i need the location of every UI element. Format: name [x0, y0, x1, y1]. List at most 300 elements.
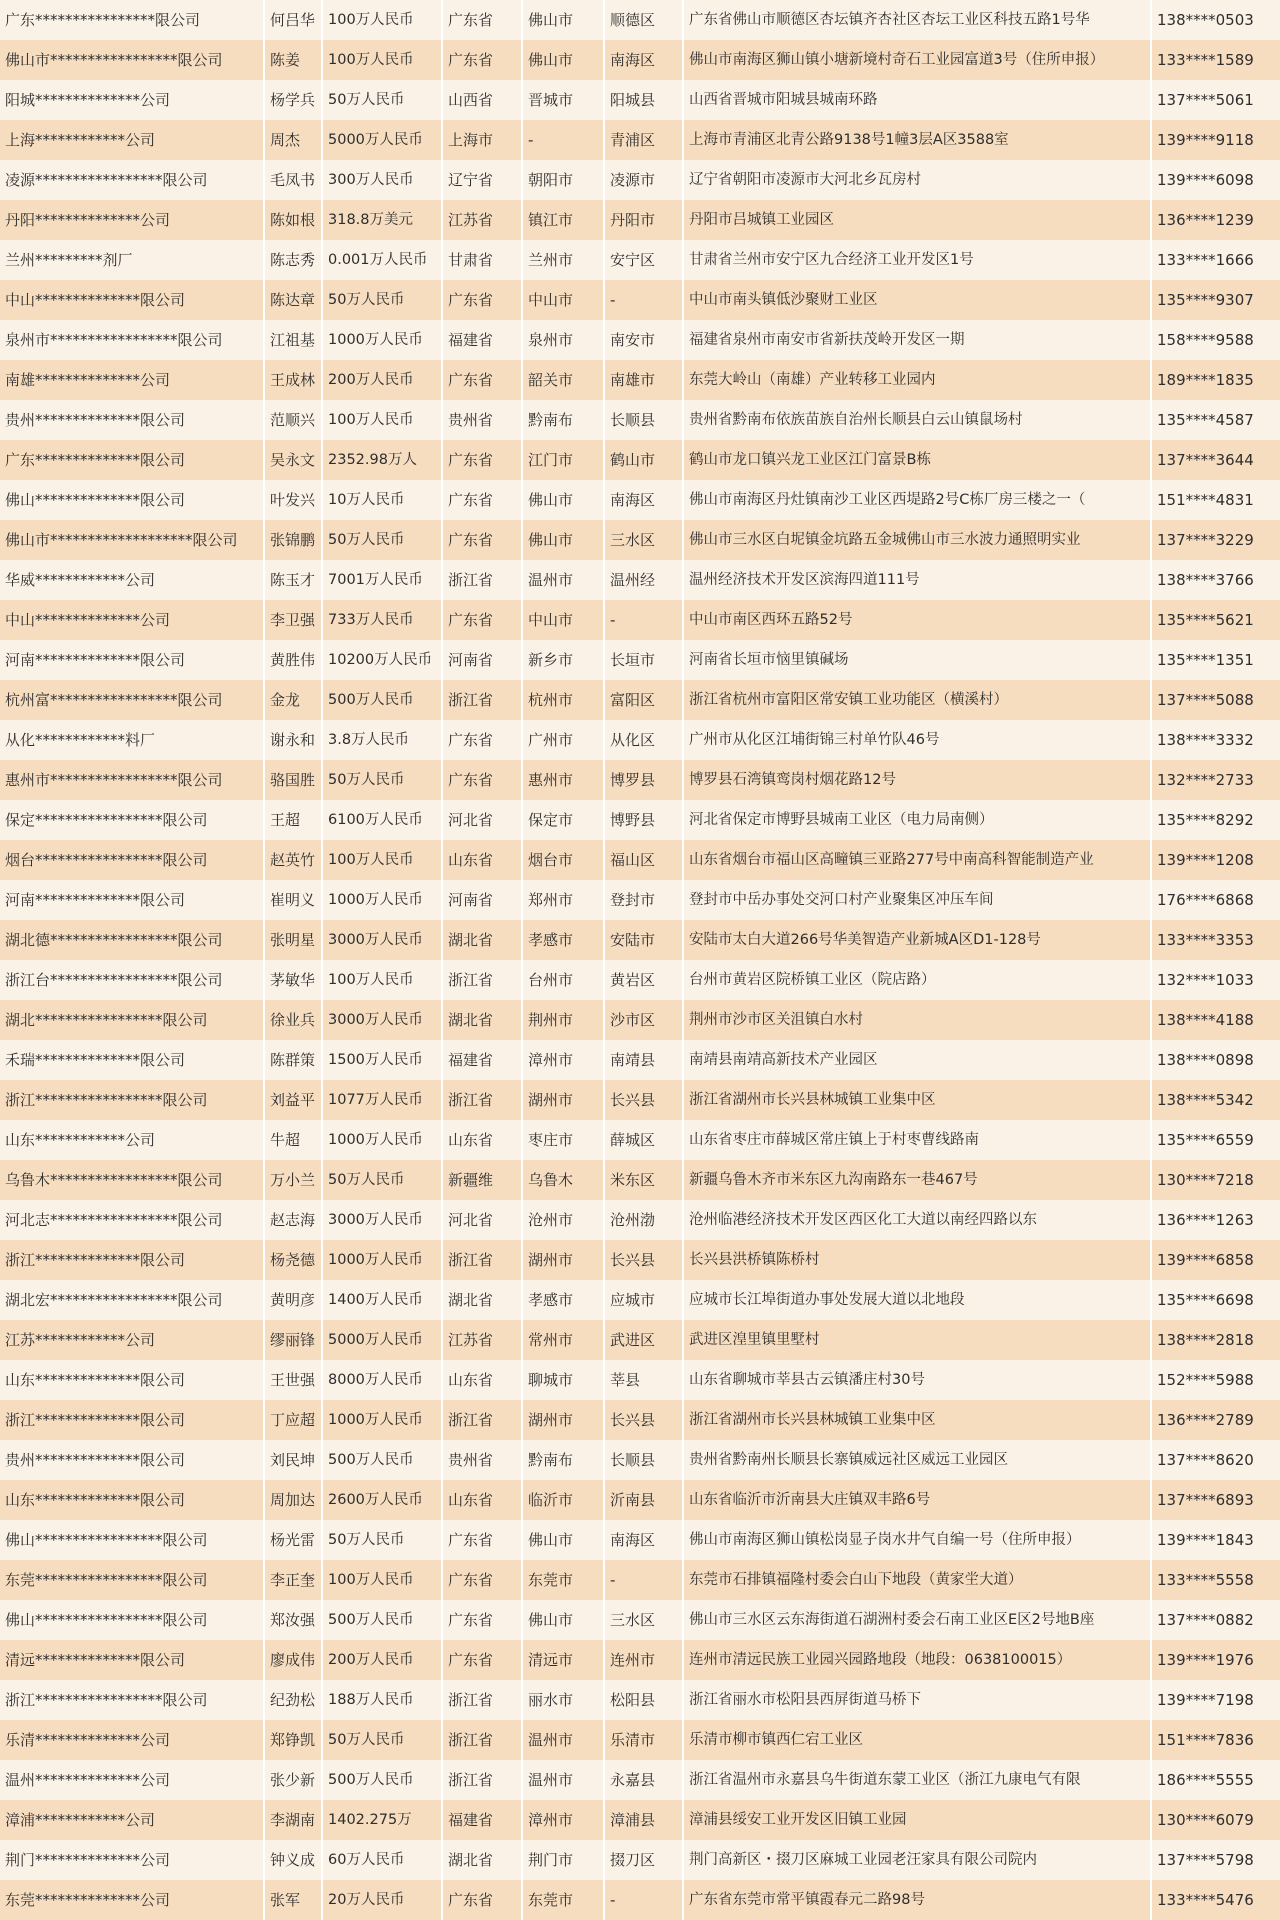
- phone-cell: 136****1239: [1157, 211, 1254, 229]
- address-cell: 鹤山市龙口镇兴龙工业区江门富景B栋: [684, 440, 1152, 480]
- city-cell: 温州市: [523, 1760, 605, 1800]
- registered-capital-cell: 50万人民币: [323, 1520, 443, 1560]
- district-cell: 安陆市: [605, 920, 684, 960]
- city-cell: 杭州市: [523, 680, 605, 720]
- city-cell: 保定市: [523, 800, 605, 840]
- contact-name-cell: 陈姜: [265, 40, 323, 80]
- contact-name-cell: 崔明义: [265, 880, 323, 920]
- table-row: [0, 1440, 1280, 1480]
- contact-name-cell: 牛超: [265, 1120, 323, 1160]
- province-cell: 广东省: [443, 1640, 523, 1680]
- city-cell: 佛山市: [523, 1520, 605, 1560]
- province-cell: 广东省: [443, 1880, 523, 1920]
- district-cell: 长兴县: [605, 1400, 684, 1440]
- province-cell: 福建省: [443, 1800, 523, 1840]
- district-cell: 长垣市: [605, 640, 684, 680]
- contact-name-cell: 毛凤书: [265, 160, 323, 200]
- province-cell: 河北省: [443, 800, 523, 840]
- district-cell: 南海区: [605, 480, 684, 520]
- company-name-cell: 兰州*********剂厂: [0, 240, 265, 280]
- company-name-cell: 河南**************限公司: [0, 640, 265, 680]
- registered-capital-cell: 6100万人民币: [323, 800, 443, 840]
- phone-cell: 130****6079: [1157, 1811, 1254, 1829]
- district-cell: 莘县: [605, 1360, 684, 1400]
- table-row: [0, 1760, 1280, 1800]
- address-cell: 浙江省湖州市长兴县林城镇工业集中区: [684, 1400, 1152, 1440]
- district-cell: 阳城县: [605, 80, 684, 120]
- registered-capital-cell: 200万人民币: [323, 1640, 443, 1680]
- company-name-cell: 佛山**************限公司: [0, 480, 265, 520]
- province-cell: 广东省: [443, 520, 523, 560]
- district-cell: 长兴县: [605, 1240, 684, 1280]
- phone-cell: 186****5555: [1157, 1771, 1254, 1789]
- address-cell: 贵州省黔南布依族苗族自治州长顺县白云山镇鼠场村: [684, 400, 1152, 440]
- city-cell: 黔南布: [523, 400, 605, 440]
- phone-cell: 152****5988: [1157, 1371, 1254, 1389]
- province-cell: 山西省: [443, 80, 523, 120]
- table-row: [0, 240, 1280, 280]
- company-name-cell: 杭州富*****************限公司: [0, 680, 265, 720]
- district-cell: 从化区: [605, 720, 684, 760]
- phone-cell: 151****7836: [1157, 1731, 1254, 1749]
- district-cell: 温州经: [605, 560, 684, 600]
- company-name-cell: 河北志*****************限公司: [0, 1200, 265, 1240]
- registered-capital-cell: 100万人民币: [323, 1560, 443, 1600]
- phone-cell: 137****5088: [1157, 691, 1254, 709]
- contact-name-cell: 何吕华: [265, 0, 323, 40]
- province-cell: 江苏省: [443, 1320, 523, 1360]
- phone-cell: 137****5798: [1157, 1851, 1254, 1869]
- district-cell: 凌源市: [605, 160, 684, 200]
- address-cell: 荆门高新区・掇刀区麻城工业园老汪家具有限公司院内: [684, 1840, 1152, 1880]
- city-cell: 乌鲁木: [523, 1160, 605, 1200]
- province-cell: 新疆维: [443, 1160, 523, 1200]
- city-cell: 温州市: [523, 1720, 605, 1760]
- city-cell: 佛山市: [523, 1600, 605, 1640]
- contact-name-cell: 江祖基: [265, 320, 323, 360]
- registered-capital-cell: 0.001万人民币: [323, 240, 443, 280]
- district-cell: 南海区: [605, 40, 684, 80]
- company-name-cell: 山东**************限公司: [0, 1360, 265, 1400]
- province-cell: 广东省: [443, 440, 523, 480]
- table-row: [0, 1880, 1280, 1920]
- phone-cell: 135****9307: [1157, 291, 1254, 309]
- phone-cell: 137****0882: [1157, 1611, 1254, 1629]
- address-cell: 东莞大岭山（南雄）产业转移工业园内: [684, 360, 1152, 400]
- company-name-cell: 佛山市*****************限公司: [0, 40, 265, 80]
- province-cell: 广东省: [443, 360, 523, 400]
- district-cell: 掇刀区: [605, 1840, 684, 1880]
- city-cell: 东莞市: [523, 1560, 605, 1600]
- company-name-cell: 上海************公司: [0, 120, 265, 160]
- province-cell: 河南省: [443, 640, 523, 680]
- table-row: [0, 880, 1280, 920]
- registered-capital-cell: 1402.275万: [323, 1800, 443, 1840]
- registered-capital-cell: 3000万人民币: [323, 1000, 443, 1040]
- company-name-cell: 广东****************限公司: [0, 0, 265, 40]
- phone-cell: 135****6559: [1157, 1131, 1254, 1149]
- district-cell: 登封市: [605, 880, 684, 920]
- table-row: [0, 800, 1280, 840]
- province-cell: 广东省: [443, 0, 523, 40]
- city-cell: 漳州市: [523, 1040, 605, 1080]
- province-cell: 湖北省: [443, 1840, 523, 1880]
- company-name-cell: 荆门**************公司: [0, 1840, 265, 1880]
- contact-name-cell: 李湖南: [265, 1800, 323, 1840]
- phone-cell: 151****4831: [1157, 491, 1254, 509]
- phone-cell: 137****3644: [1157, 451, 1254, 469]
- province-cell: 广东省: [443, 1560, 523, 1600]
- table-row: [0, 1600, 1280, 1640]
- city-cell: 沧州市: [523, 1200, 605, 1240]
- district-cell: 富阳区: [605, 680, 684, 720]
- company-name-cell: 中山**************公司: [0, 600, 265, 640]
- address-cell: 佛山市南海区狮山镇松岗显子岗水井气自编一号（住所申报）: [684, 1520, 1152, 1560]
- contact-name-cell: 郑铮凯: [265, 1720, 323, 1760]
- city-cell: 佛山市: [523, 480, 605, 520]
- address-cell: 河南省长垣市恼里镇碱场: [684, 640, 1152, 680]
- contact-name-cell: 陈玉才: [265, 560, 323, 600]
- table-row: [0, 440, 1280, 480]
- district-cell: 沂南县: [605, 1480, 684, 1520]
- province-cell: 甘肃省: [443, 240, 523, 280]
- phone-cell: 135****6698: [1157, 1291, 1254, 1309]
- company-name-cell: 湖北宏*****************限公司: [0, 1280, 265, 1320]
- phone-cell: 135****8292: [1157, 811, 1254, 829]
- table-row: [0, 360, 1280, 400]
- phone-cell: 137****5061: [1157, 91, 1254, 109]
- table-row: [0, 600, 1280, 640]
- table-row: [0, 200, 1280, 240]
- province-cell: 山东省: [443, 840, 523, 880]
- company-name-cell: 乌鲁木*****************限公司: [0, 1160, 265, 1200]
- address-cell: 安陆市太白大道266号华美智造产业新城A区D1-128号: [684, 920, 1152, 960]
- contact-name-cell: 纪劲松: [265, 1680, 323, 1720]
- district-cell: -: [605, 280, 684, 320]
- registered-capital-cell: 7001万人民币: [323, 560, 443, 600]
- company-name-cell: 凌源*****************限公司: [0, 160, 265, 200]
- contact-name-cell: 廖成伟: [265, 1640, 323, 1680]
- city-cell: 常州市: [523, 1320, 605, 1360]
- province-cell: 广东省: [443, 40, 523, 80]
- registered-capital-cell: 50万人民币: [323, 520, 443, 560]
- address-cell: 漳浦县绥安工业开发区旧镇工业园: [684, 1800, 1152, 1840]
- company-name-cell: 温州**************公司: [0, 1760, 265, 1800]
- district-cell: 三水区: [605, 1600, 684, 1640]
- registered-capital-cell: 1000万人民币: [323, 320, 443, 360]
- province-cell: 广东省: [443, 600, 523, 640]
- phone-cell: 139****6858: [1157, 1251, 1254, 1269]
- contact-name-cell: 徐业兵: [265, 1000, 323, 1040]
- district-cell: 薛城区: [605, 1120, 684, 1160]
- company-name-cell: 贵州**************限公司: [0, 400, 265, 440]
- address-cell: 浙江省温州市永嘉县乌牛街道东蒙工业区（浙江九康电气有限: [684, 1760, 1152, 1800]
- province-cell: 河北省: [443, 1200, 523, 1240]
- company-name-cell: 江苏************公司: [0, 1320, 265, 1360]
- province-cell: 浙江省: [443, 680, 523, 720]
- table-row: [0, 40, 1280, 80]
- address-cell: 佛山市南海区狮山镇小塘新境村奇石工业园富道3号（住所申报）: [684, 40, 1152, 80]
- address-cell: 东莞市石排镇福隆村委会白山下地段（黄家坣大道）: [684, 1560, 1152, 1600]
- district-cell: 南靖县: [605, 1040, 684, 1080]
- contact-name-cell: 黄明彦: [265, 1280, 323, 1320]
- province-cell: 江苏省: [443, 200, 523, 240]
- contact-name-cell: 杨学兵: [265, 80, 323, 120]
- city-cell: 晋城市: [523, 80, 605, 120]
- table-row: [0, 560, 1280, 600]
- phone-cell: 176****6868: [1157, 891, 1254, 909]
- phone-cell: 136****1263: [1157, 1211, 1254, 1229]
- table-row: [0, 520, 1280, 560]
- company-name-cell: 乐清**************公司: [0, 1720, 265, 1760]
- address-cell: 登封市中岳办事处交河口村产业聚集区冲压车间: [684, 880, 1152, 920]
- contact-name-cell: 杨光雷: [265, 1520, 323, 1560]
- phone-cell: 135****4587: [1157, 411, 1254, 429]
- district-cell: 乐清市: [605, 1720, 684, 1760]
- address-cell: 贵州省黔南州长顺县长寨镇威远社区威远工业园区: [684, 1440, 1152, 1480]
- city-cell: 佛山市: [523, 40, 605, 80]
- address-cell: 长兴县洪桥镇陈桥村: [684, 1240, 1152, 1280]
- company-name-cell: 从化************料厂: [0, 720, 265, 760]
- address-cell: 广州市从化区江埔街锦三村单竹队46号: [684, 720, 1152, 760]
- table-row: [0, 640, 1280, 680]
- registered-capital-cell: 50万人民币: [323, 80, 443, 120]
- phone-cell: 138****3766: [1157, 571, 1254, 589]
- district-cell: -: [605, 1560, 684, 1600]
- district-cell: 永嘉县: [605, 1760, 684, 1800]
- city-cell: 中山市: [523, 600, 605, 640]
- contact-name-cell: 陈志秀: [265, 240, 323, 280]
- table-row: [0, 920, 1280, 960]
- contact-name-cell: 丁应超: [265, 1400, 323, 1440]
- registered-capital-cell: 500万人民币: [323, 1760, 443, 1800]
- city-cell: 黔南布: [523, 1440, 605, 1480]
- company-name-cell: 东莞**************公司: [0, 1880, 265, 1920]
- contact-name-cell: 黄胜伟: [265, 640, 323, 680]
- company-name-cell: 浙江**************限公司: [0, 1400, 265, 1440]
- city-cell: 湖州市: [523, 1400, 605, 1440]
- province-cell: 山东省: [443, 1120, 523, 1160]
- registered-capital-cell: 1000万人民币: [323, 1400, 443, 1440]
- table-row: [0, 960, 1280, 1000]
- phone-cell: 133****1589: [1157, 51, 1254, 69]
- company-name-cell: 佛山*****************限公司: [0, 1600, 265, 1640]
- district-cell: 南安市: [605, 320, 684, 360]
- phone-cell: 139****1843: [1157, 1531, 1254, 1549]
- company-name-cell: 中山**************限公司: [0, 280, 265, 320]
- company-name-cell: 华威************公司: [0, 560, 265, 600]
- table-row: [0, 1480, 1280, 1520]
- company-name-cell: 佛山*****************限公司: [0, 1520, 265, 1560]
- contact-name-cell: 刘民坤: [265, 1440, 323, 1480]
- table-row: [0, 1040, 1280, 1080]
- phone-cell: 135****5621: [1157, 611, 1254, 629]
- district-cell: 安宁区: [605, 240, 684, 280]
- company-name-cell: 浙江*****************限公司: [0, 1080, 265, 1120]
- city-cell: 韶关市: [523, 360, 605, 400]
- city-cell: 佛山市: [523, 0, 605, 40]
- address-cell: 荆州市沙市区关沮镇白水村: [684, 1000, 1152, 1040]
- company-name-cell: 丹阳**************公司: [0, 200, 265, 240]
- province-cell: 辽宁省: [443, 160, 523, 200]
- province-cell: 福建省: [443, 320, 523, 360]
- table-row: [0, 840, 1280, 880]
- registered-capital-cell: 2600万人民币: [323, 1480, 443, 1520]
- phone-cell: 138****3332: [1157, 731, 1254, 749]
- address-cell: 博罗县石湾镇鸾岗村烟花路12号: [684, 760, 1152, 800]
- city-cell: 广州市: [523, 720, 605, 760]
- district-cell: 连州市: [605, 1640, 684, 1680]
- district-cell: 漳浦县: [605, 1800, 684, 1840]
- registered-capital-cell: 2352.98万人: [323, 440, 443, 480]
- table-row: [0, 320, 1280, 360]
- address-cell: 辽宁省朝阳市凌源市大河北乡瓦房村: [684, 160, 1152, 200]
- province-cell: 浙江省: [443, 1240, 523, 1280]
- table-row: [0, 1360, 1280, 1400]
- contact-name-cell: 郑汝强: [265, 1600, 323, 1640]
- phone-cell: 138****2818: [1157, 1331, 1254, 1349]
- registered-capital-cell: 10万人民币: [323, 480, 443, 520]
- district-cell: 长兴县: [605, 1080, 684, 1120]
- registered-capital-cell: 60万人民币: [323, 1840, 443, 1880]
- phone-cell: 136****2789: [1157, 1411, 1254, 1429]
- contact-name-cell: 陈群策: [265, 1040, 323, 1080]
- phone-cell: 133****1666: [1157, 251, 1254, 269]
- city-cell: 佛山市: [523, 520, 605, 560]
- city-cell: 朝阳市: [523, 160, 605, 200]
- company-name-cell: 禾瑞**************限公司: [0, 1040, 265, 1080]
- company-name-cell: 东莞*****************限公司: [0, 1560, 265, 1600]
- address-cell: 中山市南头镇低沙聚财工业区: [684, 280, 1152, 320]
- phone-cell: 132****1033: [1157, 971, 1254, 989]
- province-cell: 浙江省: [443, 1720, 523, 1760]
- district-cell: -: [605, 600, 684, 640]
- address-cell: 河北省保定市博野县城南工业区（电力局南侧）: [684, 800, 1152, 840]
- contact-name-cell: 缪丽锋: [265, 1320, 323, 1360]
- company-name-cell: 浙江**************限公司: [0, 1240, 265, 1280]
- registered-capital-cell: 100万人民币: [323, 40, 443, 80]
- table-row: [0, 400, 1280, 440]
- company-name-cell: 山东************公司: [0, 1120, 265, 1160]
- table-row: [0, 680, 1280, 720]
- company-name-cell: 河南**************限公司: [0, 880, 265, 920]
- registered-capital-cell: 3000万人民币: [323, 920, 443, 960]
- company-name-cell: 佛山市*******************限公司: [0, 520, 265, 560]
- contact-name-cell: 陈达章: [265, 280, 323, 320]
- phone-cell: 139****6098: [1157, 171, 1254, 189]
- contact-name-cell: 王成林: [265, 360, 323, 400]
- table-row: [0, 1200, 1280, 1240]
- registered-capital-cell: 500万人民币: [323, 1440, 443, 1480]
- district-cell: 应城市: [605, 1280, 684, 1320]
- registered-capital-cell: 188万人民币: [323, 1680, 443, 1720]
- contact-name-cell: 周加达: [265, 1480, 323, 1520]
- contact-name-cell: 陈如根: [265, 200, 323, 240]
- address-cell: 台州市黄岩区院桥镇工业区（院店路）: [684, 960, 1152, 1000]
- company-name-cell: 湖北德*****************限公司: [0, 920, 265, 960]
- address-cell: 山东省烟台市福山区高疃镇三亚路277号中南高科智能制造产业: [684, 840, 1152, 880]
- city-cell: 清远市: [523, 1640, 605, 1680]
- contact-name-cell: 范顺兴: [265, 400, 323, 440]
- registered-capital-cell: 200万人民币: [323, 360, 443, 400]
- city-cell: 镇江市: [523, 200, 605, 240]
- table-row: [0, 1640, 1280, 1680]
- registered-capital-cell: 5000万人民币: [323, 1320, 443, 1360]
- district-cell: 福山区: [605, 840, 684, 880]
- company-name-cell: 保定*****************限公司: [0, 800, 265, 840]
- table-row: [0, 760, 1280, 800]
- registered-capital-cell: 733万人民币: [323, 600, 443, 640]
- registered-capital-cell: 318.8万美元: [323, 200, 443, 240]
- city-cell: -: [523, 120, 605, 160]
- city-cell: 台州市: [523, 960, 605, 1000]
- province-cell: 湖北省: [443, 1280, 523, 1320]
- district-cell: 武进区: [605, 1320, 684, 1360]
- city-cell: 江门市: [523, 440, 605, 480]
- address-cell: 连州市清远民族工业园兴园路地段（地段：0638100015）: [684, 1640, 1152, 1680]
- registered-capital-cell: 100万人民币: [323, 960, 443, 1000]
- registered-capital-cell: 300万人民币: [323, 160, 443, 200]
- district-cell: 青浦区: [605, 120, 684, 160]
- city-cell: 临沂市: [523, 1480, 605, 1520]
- province-cell: 山东省: [443, 1360, 523, 1400]
- table-row: [0, 280, 1280, 320]
- province-cell: 浙江省: [443, 1680, 523, 1720]
- company-name-cell: 浙江台*****************限公司: [0, 960, 265, 1000]
- province-cell: 河南省: [443, 880, 523, 920]
- address-cell: 丹阳市吕城镇工业园区: [684, 200, 1152, 240]
- district-cell: 米东区: [605, 1160, 684, 1200]
- contact-name-cell: 赵志海: [265, 1200, 323, 1240]
- registered-capital-cell: 100万人民币: [323, 840, 443, 880]
- phone-cell: 139****1976: [1157, 1651, 1254, 1669]
- city-cell: 荆州市: [523, 1000, 605, 1040]
- address-cell: 山西省晋城市阳城县城南环路: [684, 80, 1152, 120]
- registered-capital-cell: 500万人民币: [323, 680, 443, 720]
- district-cell: -: [605, 1880, 684, 1920]
- city-cell: 丽水市: [523, 1680, 605, 1720]
- province-cell: 贵州省: [443, 1440, 523, 1480]
- province-cell: 山东省: [443, 1480, 523, 1520]
- contact-name-cell: 张军: [265, 1880, 323, 1920]
- district-cell: 长顺县: [605, 400, 684, 440]
- table-row: [0, 1560, 1280, 1600]
- company-name-cell: 阳城**************公司: [0, 80, 265, 120]
- table-row: [0, 1280, 1280, 1320]
- district-cell: 顺德区: [605, 0, 684, 40]
- city-cell: 新乡市: [523, 640, 605, 680]
- address-cell: 武进区湟里镇里墅村: [684, 1320, 1152, 1360]
- province-cell: 湖北省: [443, 1000, 523, 1040]
- registered-capital-cell: 1000万人民币: [323, 880, 443, 920]
- table-row: [0, 80, 1280, 120]
- address-cell: 乐清市柳市镇西仁宕工业区: [684, 1720, 1152, 1760]
- district-cell: 鹤山市: [605, 440, 684, 480]
- province-cell: 浙江省: [443, 1760, 523, 1800]
- table-row: [0, 0, 1280, 40]
- contact-name-cell: 张少新: [265, 1760, 323, 1800]
- contact-name-cell: 刘益平: [265, 1080, 323, 1120]
- registered-capital-cell: 100万人民币: [323, 400, 443, 440]
- address-cell: 山东省临沂市沂南县大庄镇双丰路6号: [684, 1480, 1152, 1520]
- address-cell: 山东省枣庄市薛城区常庄镇上于村枣曹线路南: [684, 1120, 1152, 1160]
- company-name-cell: 浙江*****************限公司: [0, 1680, 265, 1720]
- company-name-cell: 泉州市*****************限公司: [0, 320, 265, 360]
- table-row: [0, 1840, 1280, 1880]
- address-cell: 佛山市三水区白坭镇金坑路五金城佛山市三水波力通照明实业: [684, 520, 1152, 560]
- registered-capital-cell: 3000万人民币: [323, 1200, 443, 1240]
- address-cell: 南靖县南靖高新技术产业园区: [684, 1040, 1152, 1080]
